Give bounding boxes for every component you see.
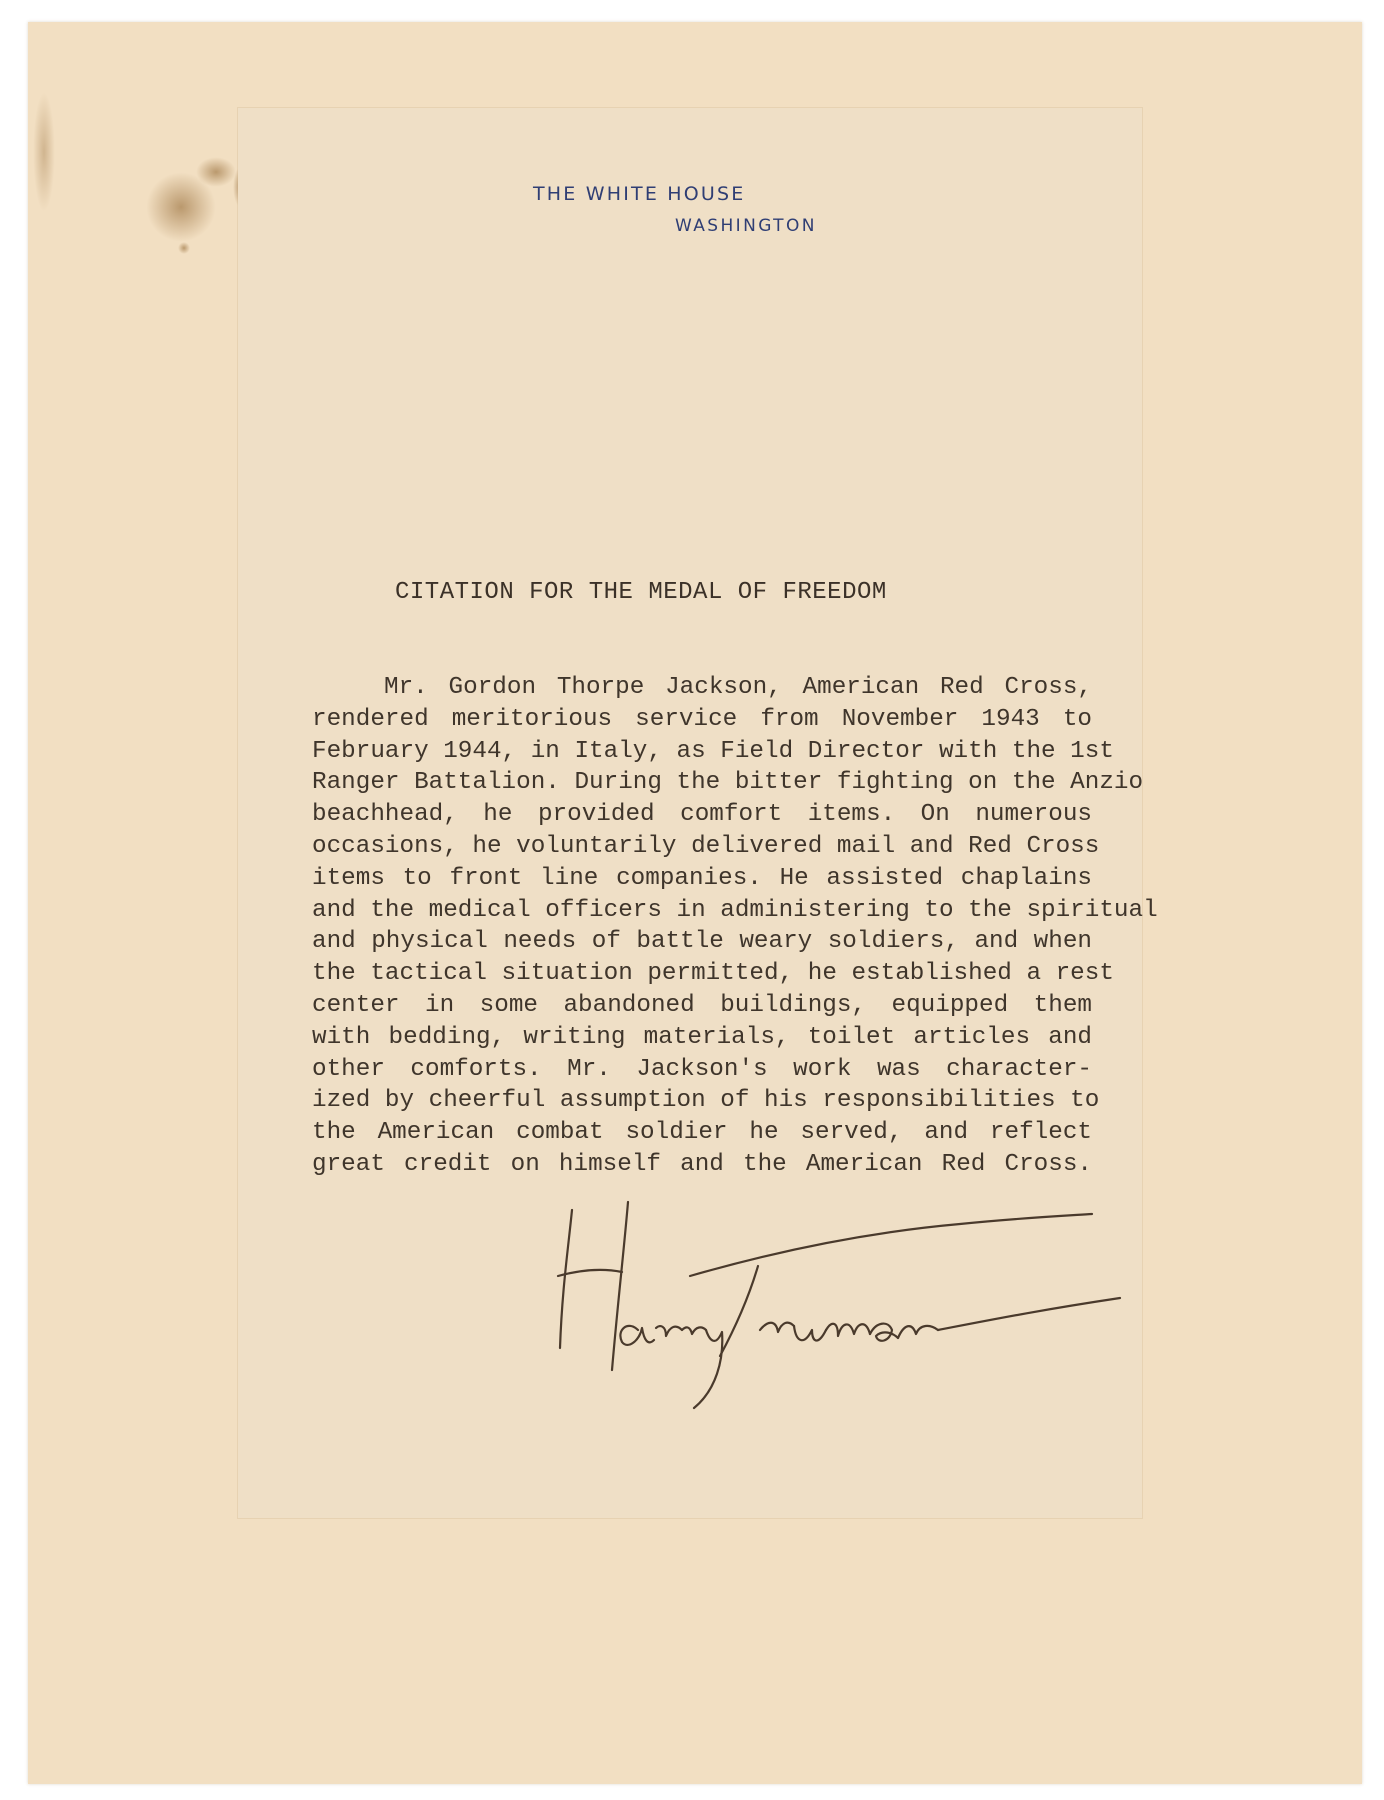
body-line: rendered meritorious service from November 1943 to	[312, 705, 1092, 733]
citation-body	[312, 672, 1158, 1181]
handwritten-signature-icon	[520, 1180, 1170, 1420]
stain-mark	[178, 242, 190, 254]
body-line: occasions, he voluntarily delivered mail and Red Cross	[312, 832, 1100, 860]
body-line: items to front line companies. He assisted chaplains	[312, 864, 1092, 892]
body-line: beachhead, he provided comfort items. On numerous	[312, 801, 1092, 829]
stain-mark	[196, 157, 236, 187]
body-line: the American combat soldier he served, and reflect	[312, 1119, 1092, 1147]
body-line: with bedding, writing materials, toilet articles and	[312, 1023, 1092, 1051]
stain-mark	[33, 92, 55, 212]
body-line: and physical needs of battle weary soldiers, and when	[312, 928, 1092, 956]
body-line: center in some abandoned buildings, equipped them	[312, 991, 1092, 1019]
citation-title: CITATION FOR THE MEDAL OF FREEDOM	[395, 579, 887, 606]
body-line: and the medical officers in administering to the spiritual	[312, 896, 1158, 924]
body-line: other comforts. Mr. Jackson's work was character-	[312, 1055, 1092, 1083]
body-line: Ranger Battalion. During the bitter fighting on the Anzio	[312, 769, 1144, 797]
body-line: February 1944, in Italy, as Field Director with the 1st	[312, 737, 1114, 765]
body-line: ized by cheerful assumption of his responsibilities to	[312, 1087, 1100, 1115]
body-line: great credit on himself and the American Red Cross.	[312, 1150, 1092, 1178]
body-line: Mr. Gordon Thorpe Jackson, American Red Cross,	[384, 674, 1092, 701]
letterhead-subtitle: WASHINGTON	[675, 216, 817, 236]
body-line: the tactical situation permitted, he established a rest	[312, 960, 1114, 988]
letterhead-title: THE WHITE HOUSE	[533, 183, 746, 205]
